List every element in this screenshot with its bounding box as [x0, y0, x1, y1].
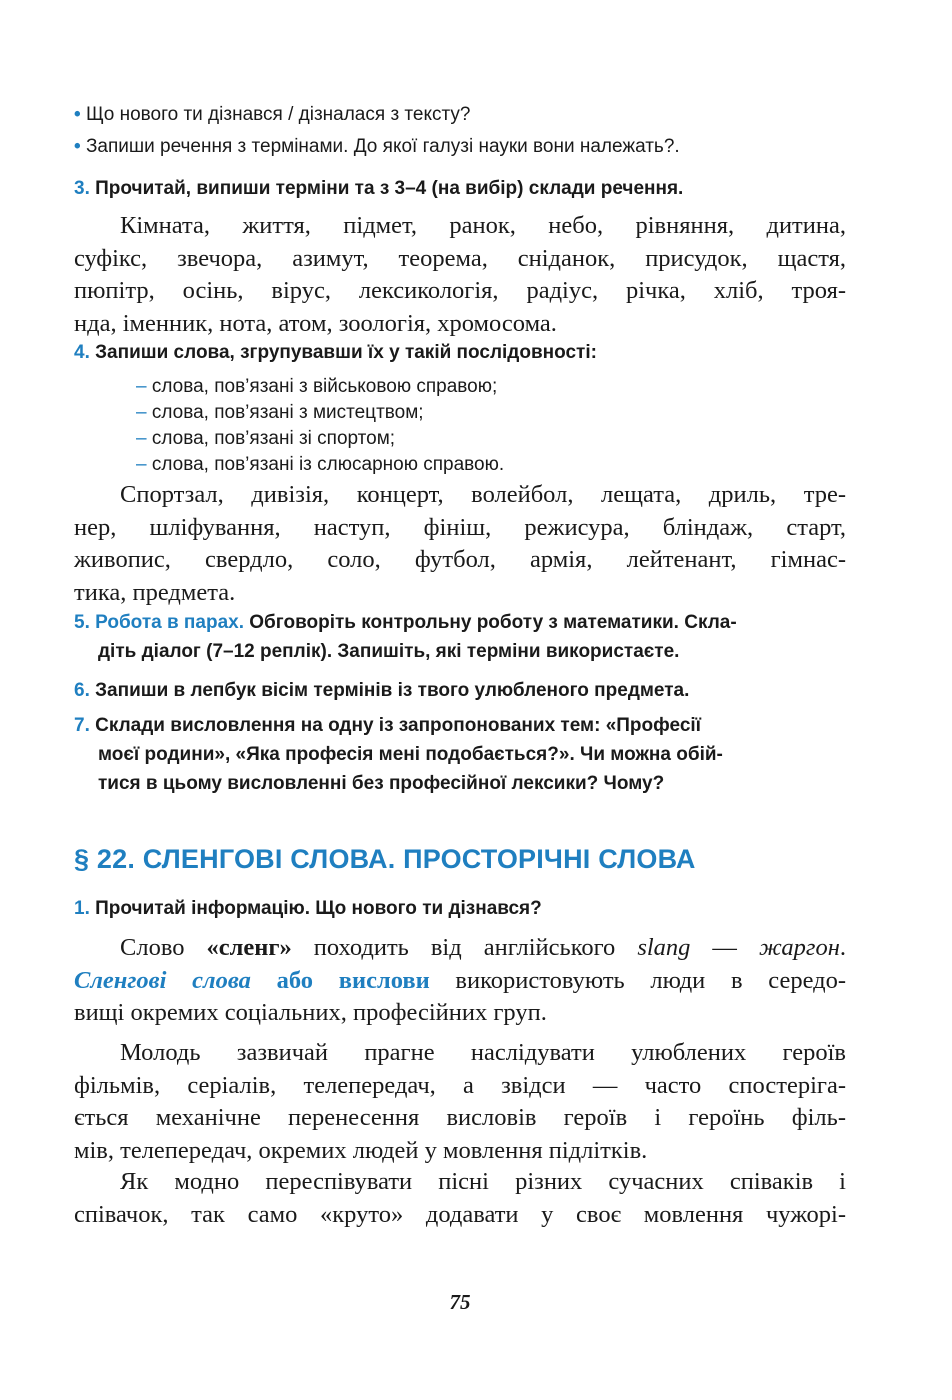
task-7	[74, 711, 846, 798]
task-text: тися в цьому висловленні без професійної лексики? Чому?	[98, 773, 665, 794]
task-number: 3.	[74, 178, 90, 199]
bullet-dot-icon: •	[74, 104, 81, 125]
list-item-text: слова, пов’язані з мистецтвом;	[151, 402, 424, 423]
text-line	[74, 932, 846, 965]
task-text: Запиши в лепбук вісім термінів із твого улюбленого предмета.	[95, 680, 690, 701]
task-4-words	[74, 479, 846, 609]
text-line: Молодь зазвичай прагне наслідувати улюблених героїв	[120, 1039, 846, 1066]
text-line: Як модно переспівувати пісні різних сучасних співаків і	[120, 1168, 846, 1195]
task-number: 6.	[74, 680, 90, 701]
task-number: 1.	[74, 898, 90, 919]
text-run: Слово	[120, 934, 207, 961]
paragraph	[74, 1037, 846, 1167]
task-number: 5.	[74, 612, 90, 633]
highlight-term: вислови	[338, 966, 430, 994]
text-line	[74, 965, 846, 998]
page-number: 75	[449, 1290, 471, 1314]
list-item-text: слова, пов’язані із слюсарною справою.	[151, 454, 505, 475]
text-line: ється механічне перенесення висловів героїв і героїнь філь-	[74, 1104, 846, 1131]
text-run: .	[839, 934, 847, 961]
task-text: Запиши слова, згрупувавши їх у такій послідовності:	[95, 342, 597, 363]
bullet-item	[74, 103, 471, 127]
highlight-term: або	[250, 966, 339, 994]
bullet-text: Запиши речення з термінами. До якої галузі науки вони належать?.	[85, 136, 680, 157]
list-item-text: слова, пов’язані з військовою справою;	[151, 376, 498, 397]
text-line: тика, предмета.	[74, 578, 236, 606]
task-3	[74, 174, 846, 203]
task-number: 7.	[74, 715, 90, 736]
list-item	[136, 451, 504, 478]
paragraph	[74, 1166, 846, 1231]
text-line: нер, шліфування, наступ, фініш, режисура, бліндаж, старт,	[74, 513, 846, 541]
task-text: діть діалог (7–12 реплік). Запишіть, які терміни використаєте.	[98, 641, 680, 662]
task-4	[74, 338, 846, 367]
bullet-text: Що нового ти дізнався / дізналася з тексту?	[85, 104, 471, 125]
text-line: співачок, так само «круто» додавати у своє мовлення чужорі-	[74, 1200, 846, 1228]
task-text: моєї родини», «Яка професія мені подобається?». Чи можна обій-	[98, 744, 723, 765]
list-item	[136, 425, 395, 452]
task-text: Прочитай, випиши терміни та з 3–4 (на вибір) склади речення.	[95, 178, 684, 199]
bullet-dot-icon: •	[74, 136, 81, 157]
bullet-item	[74, 135, 680, 159]
list-item-text: слова, пов’язані зі спортом;	[151, 428, 396, 449]
section-heading: § 22. СЛЕНГОВІ СЛОВА. ПРОСТОРІЧНІ СЛОВА	[74, 844, 696, 874]
task-text: Склади висловлення на одну із запропонованих тем: «Професії	[95, 715, 702, 736]
text-line: Спортзал, дивізія, концерт, волейбол, лещата, дриль, тре-	[120, 481, 846, 508]
highlight-term: Сленгові слова	[74, 966, 251, 994]
text-run: використовують люди в середо-	[429, 966, 846, 994]
list-item	[136, 373, 497, 400]
task-5	[74, 608, 846, 666]
task-6	[74, 676, 846, 705]
text-line: мів, телепередач, окремих людей у мовлення підлітків.	[74, 1136, 648, 1164]
task-text: Обговоріть контрольну роботу з математики. Скла-	[249, 612, 737, 633]
paragraph	[74, 932, 846, 1030]
text-line: Кімната, життя, підмет, ранок, небо, рівняння, дитина,	[120, 212, 846, 239]
text-line: нда, іменник, нота, атом, зоологія, хромосома.	[74, 309, 557, 337]
task-text: Прочитай інформацію. Що нового ти дізнався?	[95, 898, 542, 919]
italic-term: slang	[637, 934, 691, 961]
text-line: живопис, свердло, соло, футбол, армія, лейтенант, гімнас-	[74, 546, 846, 573]
bold-term: «сленг»	[206, 934, 292, 961]
text-line: пюпітр, осінь, вірус, лексикологія, радіус, річка, хліб, троя-	[74, 277, 846, 304]
text-run: походить від англійського	[291, 934, 638, 961]
task-label: Робота в парах.	[95, 612, 244, 633]
task-3-words	[74, 210, 846, 340]
text-line: вищі окремих соціальних, професійних груп.	[74, 999, 547, 1026]
dash-icon: –	[136, 454, 147, 475]
text-run: —	[690, 934, 759, 961]
dash-icon: –	[136, 376, 147, 397]
dash-icon: –	[136, 402, 147, 423]
text-line: суфікс, звечора, азимут, теорема, сніданок, присудок, щастя,	[74, 244, 846, 272]
task-number: 4.	[74, 342, 90, 363]
text-line: фільмів, серіалів, телепередач, а звідси — часто спостеріга-	[74, 1071, 846, 1099]
list-item	[136, 399, 424, 426]
section-task-1	[74, 894, 846, 923]
italic-term: жаргон	[758, 934, 840, 961]
dash-icon: –	[136, 428, 147, 449]
